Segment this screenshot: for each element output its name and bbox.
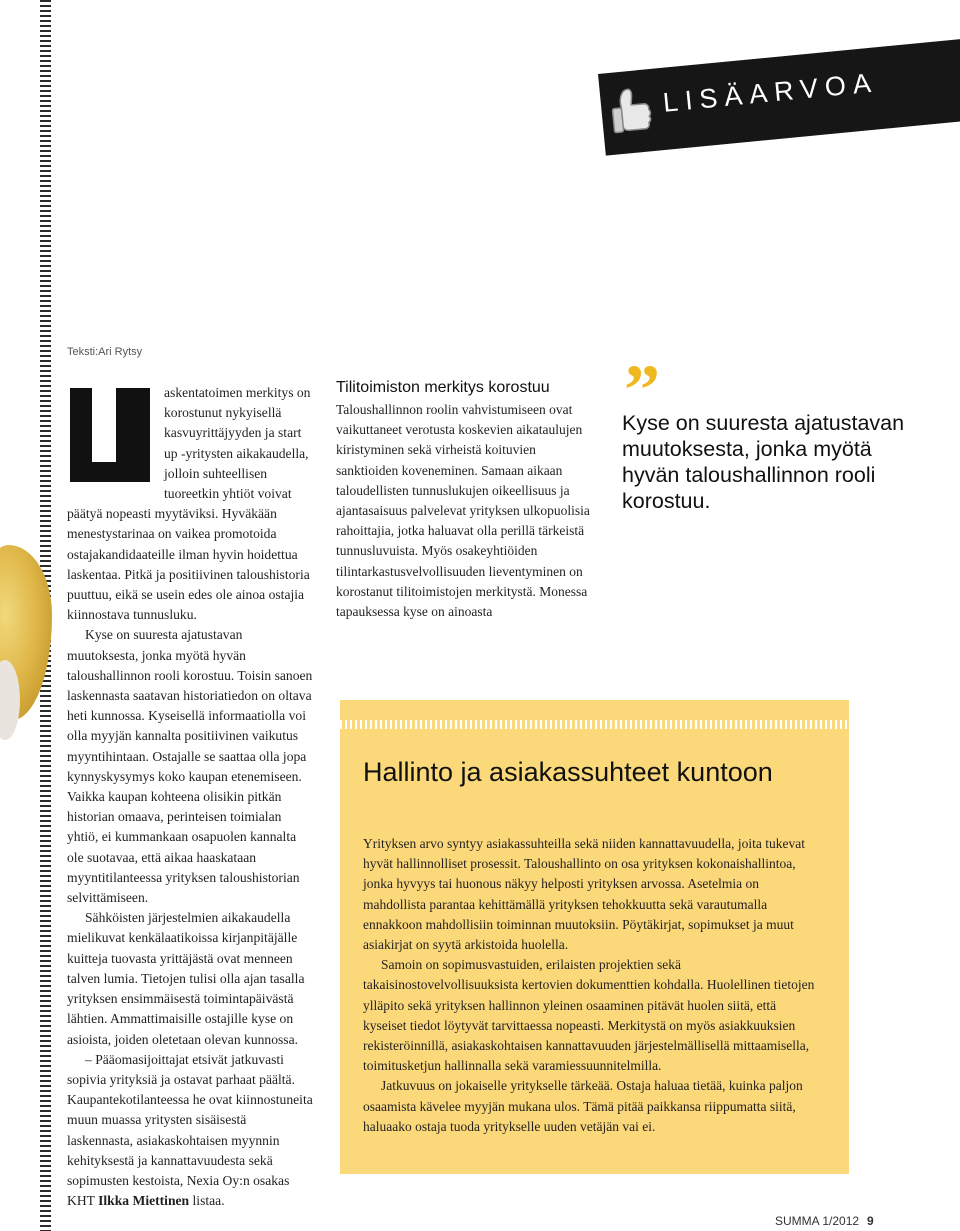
- issue-label: SUMMA 1/2012: [775, 1214, 860, 1228]
- thumbs-up-icon: [605, 81, 656, 143]
- article-column-1: [67, 383, 314, 1211]
- paragraph: askentatoimen merkitys on korostunut nykyisellä kasvuyrittäjyyden ja start up -yritysten aikakaudella, jolloin suhteellisen tuoreetkin yhtiöt voivat päätyä nopeasti myytäviksi. Hyväkään menestystarinaa on vaikea promotoida ostajakandidaateille ilman hyvin hoidettua laskentaa. Pitkä ja positiivinen taloushistoria puuttuu, eikä se usein edes ole ainoa ostajia kiinnostava tunnusluku.: [67, 385, 311, 623]
- paragraph: Jatkuvuus on jokaiselle yritykselle tärkeää. Ostaja haluaa tietää, kuinka paljon osaamista kävelee myyjän mukana ulos. Tämä pitää paikkansa riippumatta siitä, haluaako ostaja tuoda yritykselle uuden vetäjän vai ei.: [363, 1078, 803, 1134]
- section-heading: Tilitoimiston merkitys korostuu: [336, 379, 550, 396]
- box-body: [363, 834, 822, 1137]
- paragraph: Yrityksen arvo syntyy asiakassuhteilla sekä niiden kannattavuudella, joita tukevat hyvät hallinnolliset prosessit. Taloushallinto on osa yrityksen kokonaishallintoa, jonka hyvyys tai huonous näkyy helposti yrityksen arvossa. Asetelmia on mahdollista parantaa kehittämällä yrityksen tehokkuutta sekä varautumalla ennakkoon mahdollisiin toiminnan muutoksiin. Pöytäkirjat, sopimukset ja muut asiakirjat on syytä arkistoida huolella.: [363, 836, 806, 953]
- quoted-person-name: Ilkka Miettinen: [98, 1193, 190, 1209]
- paragraph: Sähköisten järjestelmien aikakaudella mielikuvat kenkälaatikoissa kirjanpitäjälle kuitteja tuovasta yrittäjästä ovat menneen talven lumia. Tietojen tulisi olla ajan tasalla yrityksen ensimmäisestä toimintapäivästä lähtien. Ammattimaisille ostajille kyse on asioista, joiden oletetaan olevan kunnossa.: [67, 910, 305, 1047]
- page-footer: [775, 1214, 874, 1228]
- paragraph: Kyse on suuresta ajatustavan muutoksesta, jonka myötä hyvän taloushallinnon rooli korostuu. Toisin sanoen laskennasta saatavan historiatiedon on oltava heti kunnossa. Kyseisellä informaatiolla voi olla myyjän kannalta positiivinen vaikutus myyntihintaan. Ostajalle se saattaa olla jopa kynnyskysymys koko kaupan etenemiseen. Vaikka kaupan kohteena olisikin pitkän historian omaava, perinteisen toimialan yhtiö, ei kummankaan osapuolen kannalta ole suotavaa, että aikaa haaskataan myyntitilanteessa yrityksen taloushistorian selvittämiseen.: [67, 627, 313, 906]
- paragraph: Taloushallinnon roolin vahvistumiseen ovat vaikuttaneet verotusta koskevien aikataulujen kiristyminen sekä virheistä koituvien sanktioiden koveneminen. Samaan aikaan taloudellisten tunnuslukujen oikeellisuus ja ajantasaisuus palvelevat yrityksen ulkopuolisia rahoittajia, jotka haluavat olla perillä tärkeistä tunnusluvuista. Myös osakeyhtiöiden tilintarkastusvelvollisuuden lieventyminen on korostanut tilitoimistojen merkitystä. Monessa tapauksessa kyse on ainoasta: [336, 402, 590, 620]
- sidebar-box: [340, 700, 849, 1174]
- article-column-2: [336, 378, 591, 622]
- box-stripe: [340, 720, 849, 729]
- paragraph: – Pääomasijoittajat etsivät jatkuvasti sopivia yrityksiä ja ostavat parhaat päältä. Kaupantekotilanteessa he ovat kiinnostuneita muun muassa yritysten sisäisestä laskennasta, asiakaskohtaisen myynnin kehityksestä ja kannattavuudesta sekä sopimusten kestoista, Nexia Oy:n osakas KHT Ilkka Miettinen listaa.: [67, 1051, 313, 1209]
- paragraph: Samoin on sopimusvastuiden, erilaisten projektien sekä takaisinostovelvollisuuksista kertovien dokumenttien kohdalla. Huolellinen tietojen ylläpito sekä yrityksen hallinnon yleinen osaaminen pitävät huolen siitä, että kyseiset tiedot löytyvät tarvittaessa nopeasti. Merkitystä on myös asiakkuuksien rekisteröinnillä, asiakaskohtaisen kannattavuuden järjestelmällisellä mittaamisella, toimitusketjun hallinnalla sekä varamiessuunnitelmilla.: [363, 957, 815, 1074]
- pull-quote: Kyse on suuresta ajatustavan muutoksesta, jonka myötä hyvän taloushallinnon rooli korostuu.: [622, 411, 905, 513]
- quote-mark-icon: ”: [624, 350, 660, 430]
- banner-title: LISÄARVOA: [661, 67, 880, 118]
- section-banner: [598, 37, 960, 156]
- page-number: 9: [867, 1214, 874, 1228]
- box-title: Hallinto ja asiakassuhteet kuntoon: [363, 757, 773, 787]
- byline: Teksti:Ari Rytsy: [67, 346, 143, 358]
